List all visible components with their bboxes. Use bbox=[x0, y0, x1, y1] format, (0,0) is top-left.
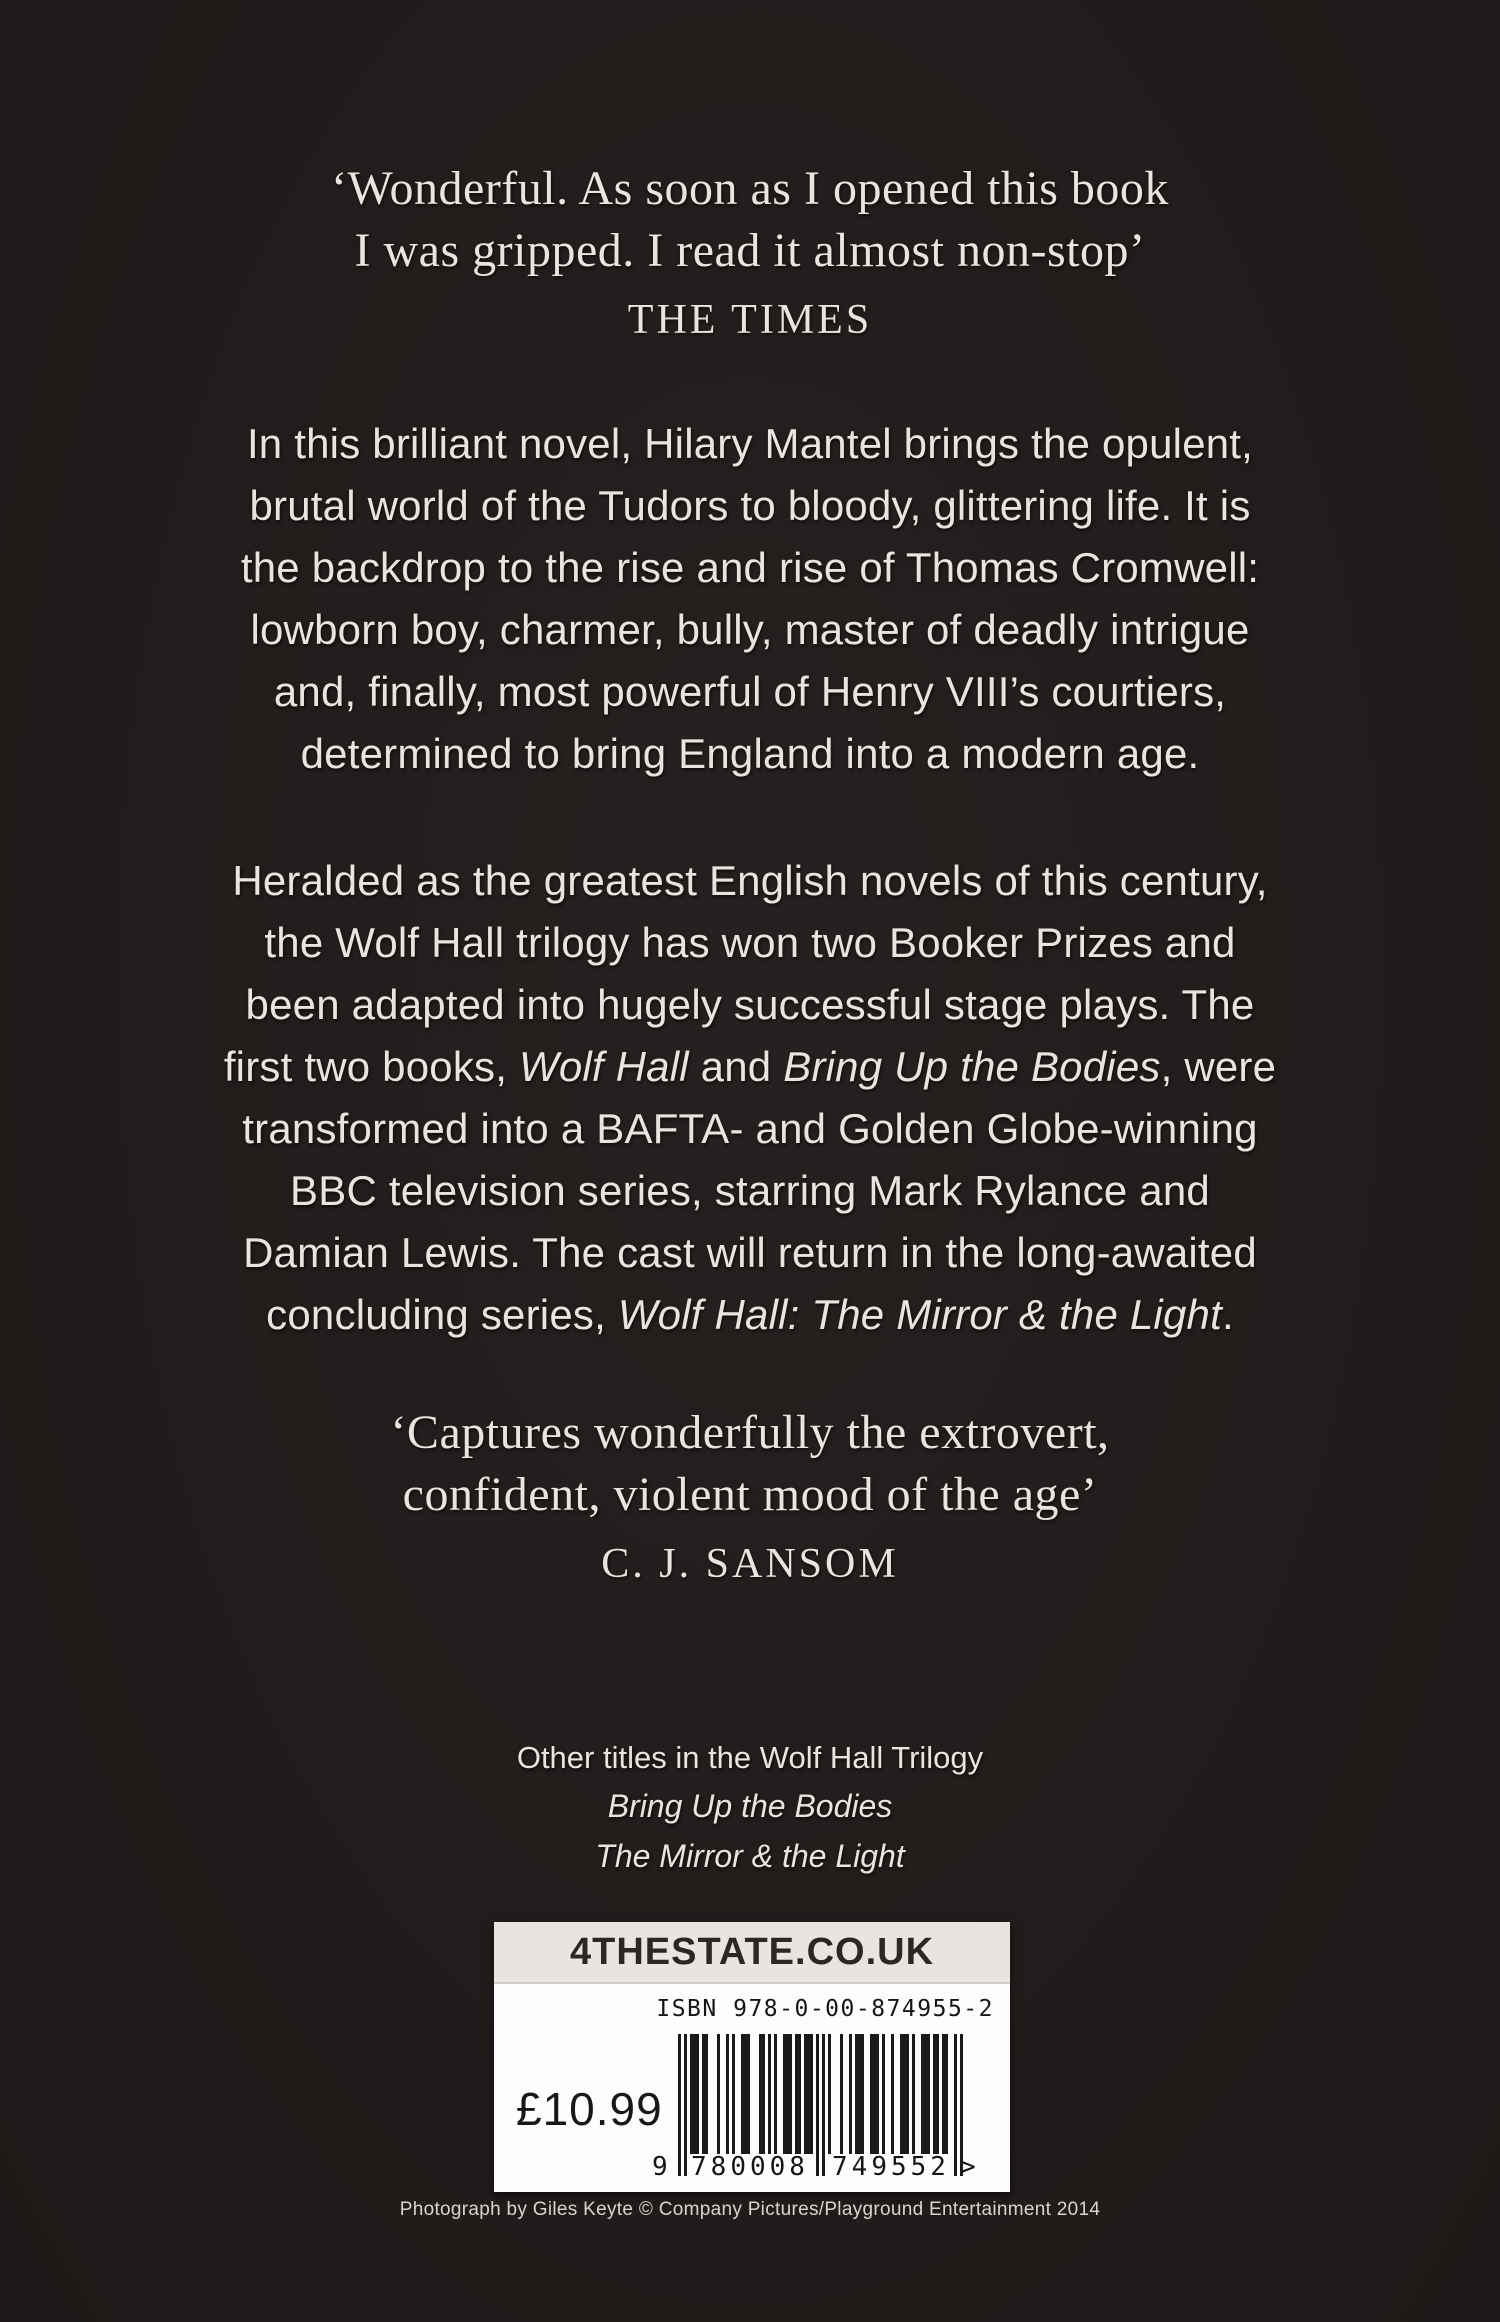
photo-credit: Photograph by Giles Keyte © Company Pictures/Playground Entertainment 2014 bbox=[399, 2199, 1101, 2220]
other-titles-section bbox=[0, 1735, 1500, 1881]
barcode-panel bbox=[494, 1922, 1010, 2192]
barcode-white-area bbox=[494, 1984, 1010, 2192]
press-quote-lines: ‘Wonderful. As soon as I opened this book I was gripped. I read it almost non-stop’ bbox=[331, 162, 1169, 277]
barcode-digits-group1: 780008 bbox=[691, 2152, 809, 2182]
publisher-website: 4THESTATE.CO.UK bbox=[494, 1922, 1010, 1984]
blurb-paragraph-1: In this brilliant novel, Hilary Mantel brings the opulent, brutal world of the Tudors to bloody, glittering life. It is the backdrop to the rise and rise of Thomas Cromwell: lowborn boy, charmer, bully, master of deadly intrigue and, finally, most powerful of Henry VIII’s courtiers, determined to bring England into a modern age. bbox=[240, 420, 1260, 777]
barcode-digits-group2: 749552 bbox=[832, 2152, 950, 2182]
press-quote-attribution: THE TIMES bbox=[627, 297, 873, 343]
blurb-paragraph-2: Heralded as the greatest English novels of this century, the Wolf Hall trilogy has won two Booker Prizes and been adapted into hugely successful stage plays. The first two books, Wolf Hall and Bring Up the Bodies, were transformed into a BAFTA- and Golden Globe-winning BBC television series, starring Mark Rylance and Damian Lewis. The cast will return in the long-awaited concluding series, Wolf Hall: The Mirror & the Light. bbox=[223, 857, 1277, 1338]
endorsement-quote-sansom bbox=[0, 1402, 1500, 1588]
ean-barcode bbox=[654, 2034, 974, 2186]
isbn-number: ISBN 978-0-00-874955-2 bbox=[656, 1996, 994, 2022]
price-label: £10.99 bbox=[516, 2083, 663, 2135]
barcode-arrow-icon: > bbox=[960, 2152, 976, 2182]
endorsement-quote-lines: ‘Captures wonderfully the extrovert, confident, violent mood of the age’ bbox=[390, 1406, 1110, 1521]
endorsement-attribution: C. J. SANSOM bbox=[601, 1541, 899, 1587]
other-titles-list: Bring Up the Bodies The Mirror & the Light bbox=[595, 1788, 905, 1874]
barcode-digit-leading: 9 bbox=[652, 2152, 668, 2182]
other-titles-heading: Other titles in the Wolf Hall Trilogy bbox=[516, 1740, 984, 1775]
press-quote-times bbox=[0, 158, 1500, 344]
